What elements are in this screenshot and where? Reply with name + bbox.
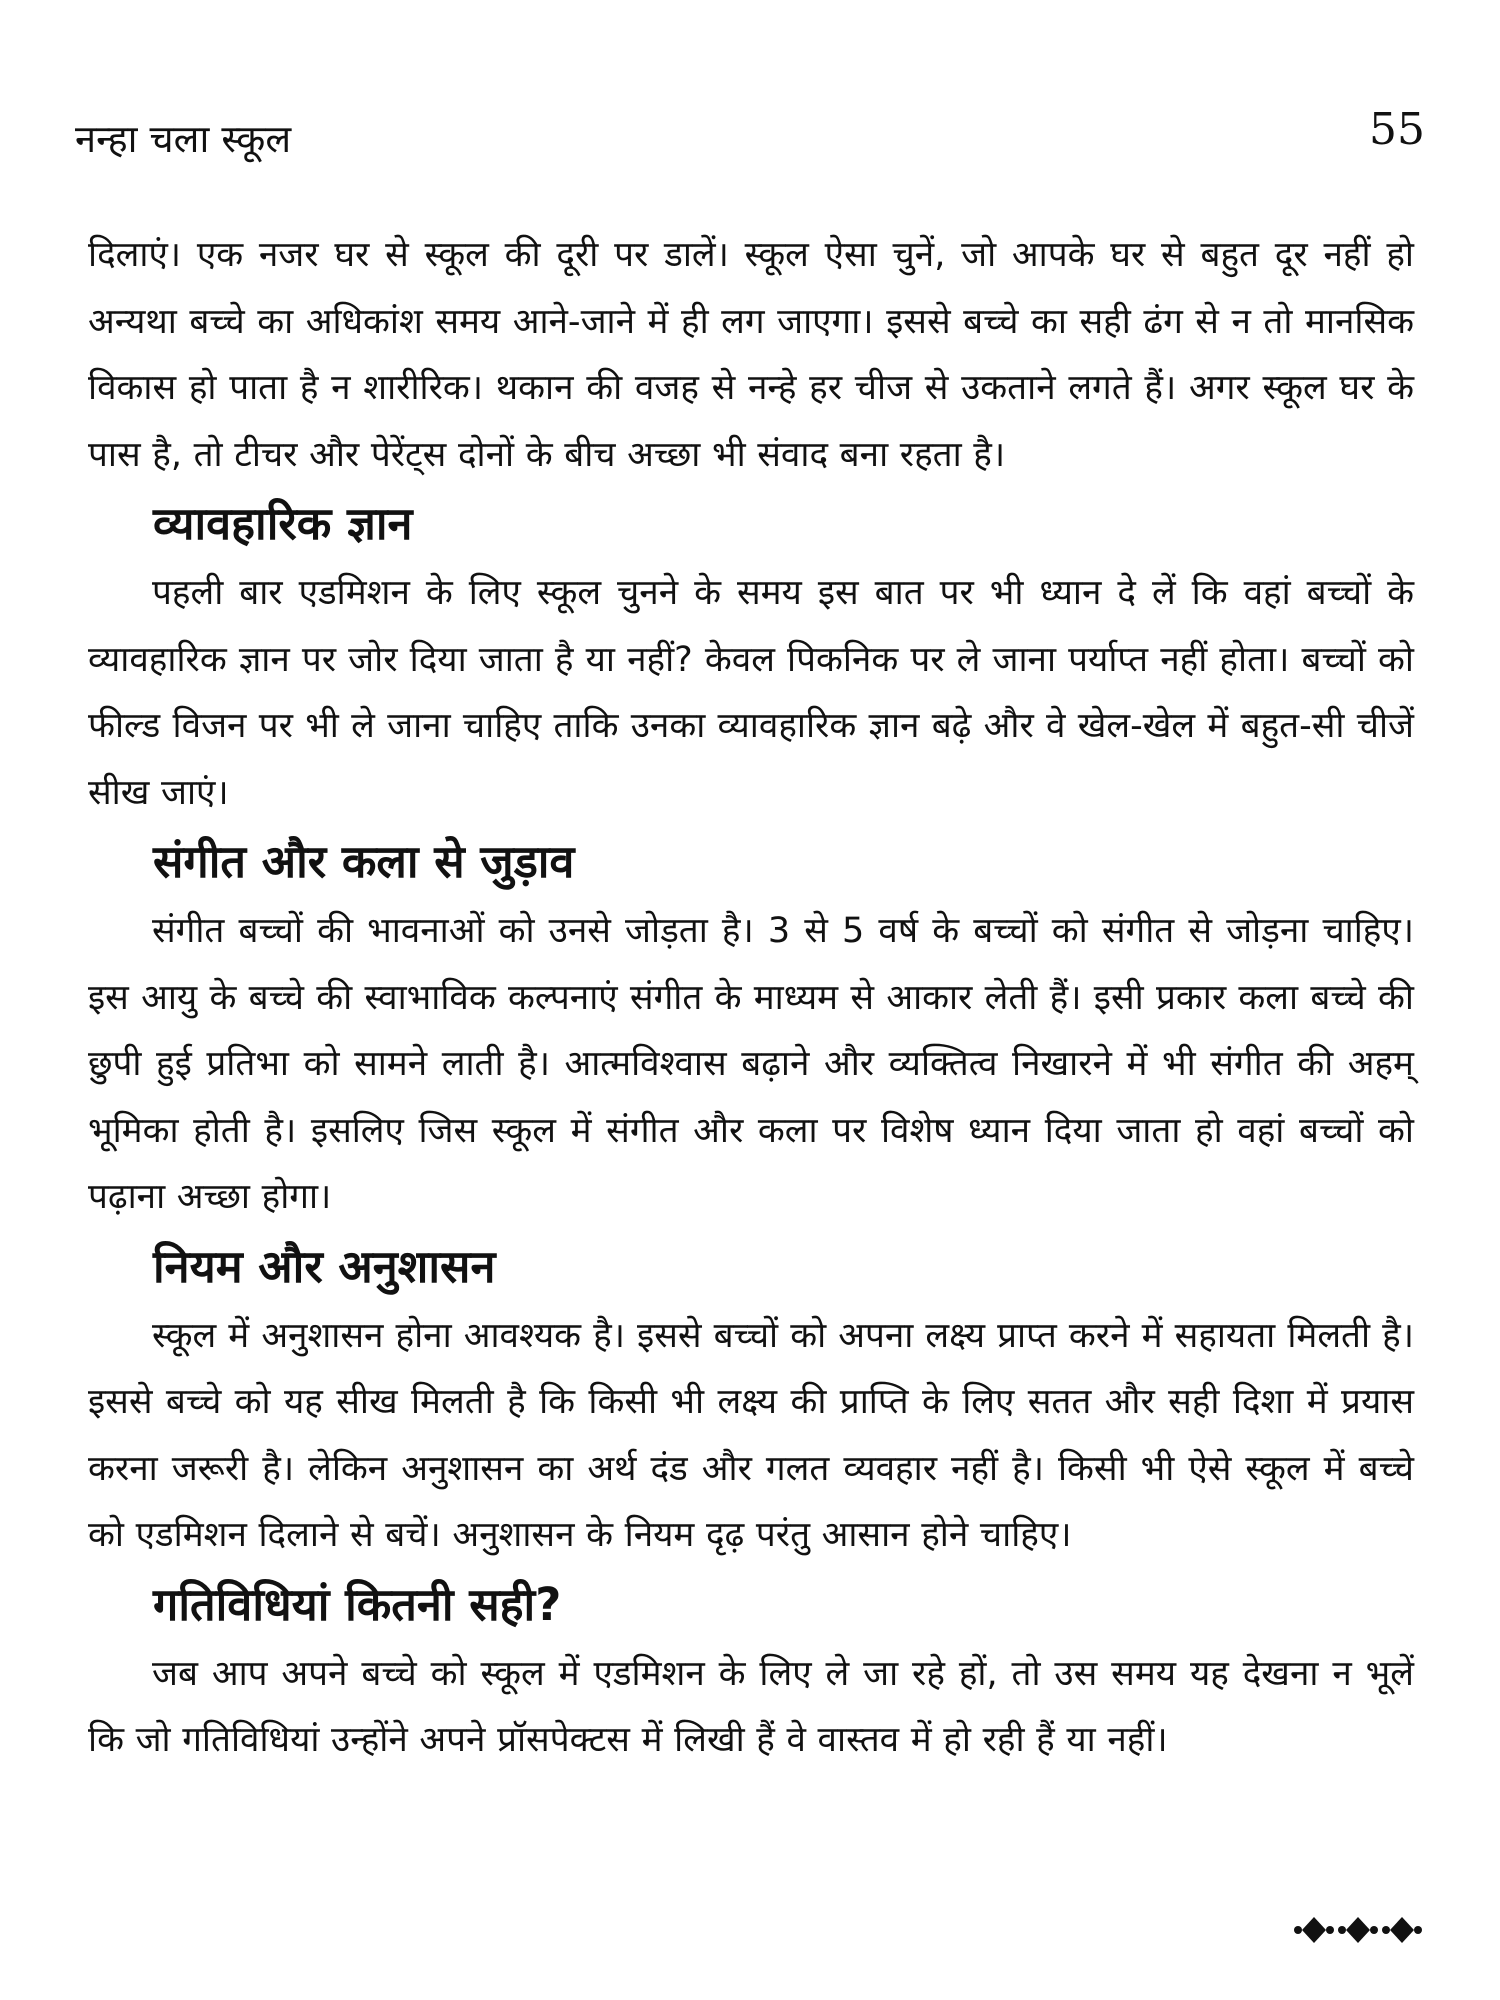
intro-paragraph: दिलाएं। एक नजर घर से स्कूल की दूरी पर डालें। स्कूल ऐसा चुनें, जो आपके घर से बहुत दूर नहीं हो अन्यथा बच्चे का अधिकांश समय आने-जाने में ही लग जाएगा। इससे बच्चे का सही ढंग से न तो मानसिक विकास हो पाता है न शारीरिक। थकान की वजह से नन्हे हर चीज से उकताने लगते हैं। अगर स्कूल घर के पास है, तो टीचर और पेरेंट्स दोनों के बीच अच्छा भी संवाद बना रहता है। (88, 235, 1414, 475)
section-body-music-art: संगीत बच्चों की भावनाओं को उनसे जोड़ता है। 3 से 5 वर्ष के बच्चों को संगीत से जोड़ना चाहिए। इस आयु के बच्चे की स्वाभाविक कल्पनाएं संगीत के माध्यम से आकार लेती हैं। इसी प्रकार कला बच्चे की छुपी हुई प्रतिभा को सामने लाती है। आत्मविश्वास बढ़ाने और व्यक्तित्व निखारने में भी संगीत की अहम् भूमिका होती है। इसलिए जिस स्कूल में संगीत और कला पर विशेष ध्यान दिया जाता हो वहां बच्चों को पढ़ाना अच्छा होगा। (88, 911, 1414, 1217)
section-heading-rules-discipline: नियम और अनुशासन (153, 1239, 496, 1293)
section-heading-music-art: संगीत और कला से जुड़ाव (153, 835, 575, 888)
section-body-activities: जब आप अपने बच्चे को स्कूल में एडमिशन के लिए ले जा रहे हों, तो उस समय यह देखना न भूलें कि जो गतिविधियां उन्होंने अपने प्रॉसपेक्टस में लिखी हैं वे वास्तव में हो रही हैं या नहीं। (88, 1653, 1414, 1760)
book-title: नन्हा चला स्कूल (75, 117, 292, 161)
running-header (75, 104, 1425, 172)
page-content (88, 222, 1414, 1774)
triple-diamond-ornament-icon (1292, 1910, 1422, 1950)
section-heading-practical-knowledge: व्यावहारिक ज्ञान (153, 497, 413, 550)
ornament-diamond-icon (1382, 1915, 1422, 1945)
section-body-practical-knowledge: पहली बार एडमिशन के लिए स्कूल चुनने के समय इस बात पर भी ध्यान दे लें कि वहां बच्चों के व्यावहारिक ज्ञान पर जोर दिया जाता है या नहीं? केवल पिकनिक पर ले जाना पर्याप्त नहीं होता। बच्चों को फील्ड विजन पर भी ले जाना चाहिए ताकि उनका व्यावहारिक ज्ञान बढ़े और वे खेल-खेल में बहुत-सी चीजें सीख जाएं। (88, 573, 1414, 813)
section-heading-activities: गतिविधियां कितनी सही? (153, 1577, 562, 1631)
ornament-diamond-icon (1294, 1915, 1334, 1945)
ornament-diamond-icon (1338, 1915, 1378, 1945)
section-body-rules-discipline: स्कूल में अनुशासन होना आवश्यक है। इससे बच्चों को अपना लक्ष्य प्राप्त करने में सहायता मिलती है। इससे बच्चे को यह सीख मिलती है कि किसी भी लक्ष्य की प्राप्ति के लिए सतत और सही दिशा में प्रयास करना जरूरी है। लेकिन अनुशासन का अर्थ दंड और गलत व्यवहार नहीं है। किसी भी ऐसे स्कूल में बच्चे को एडमिशन दिलाने से बचें। अनुशासन के नियम दृढ़ परंतु आसान होने चाहिए। (88, 1315, 1414, 1555)
page-number: 55 (1369, 104, 1425, 155)
